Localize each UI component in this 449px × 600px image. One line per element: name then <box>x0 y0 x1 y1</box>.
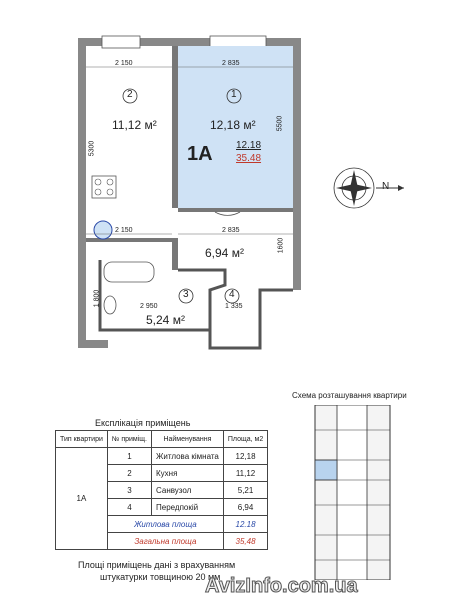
table-row: 3 Санвузол 5,21 <box>56 482 268 499</box>
table-row: 1А 1 Житлова кімната 12,18 <box>56 448 268 465</box>
dim-bath-height: 1 800 <box>93 289 101 308</box>
dim-bath-width: 2 950 <box>140 303 158 310</box>
compass-icon <box>334 168 404 208</box>
table-row: 2 Кухня 11,12 <box>56 465 268 482</box>
room-4-area: 6,94 м² <box>205 246 244 260</box>
schema-title: Схема розташування квартири <box>292 391 407 400</box>
living-area-row: Житлова площа 12.18 <box>56 516 268 533</box>
sink <box>94 221 112 239</box>
door-room-arc <box>215 212 240 215</box>
room-4-number: 4 <box>229 289 235 300</box>
explication-table <box>55 430 268 550</box>
apartment-total-area: 35.48 <box>236 153 262 164</box>
dim-hall-width: 1 335 <box>225 303 243 310</box>
hall-walls <box>210 290 293 348</box>
apartment-type: 1А <box>56 448 108 550</box>
table-title: Експлікація приміщень <box>95 418 191 428</box>
right-wall <box>293 38 301 290</box>
wall-hall-left <box>172 240 178 270</box>
total-area-row: Загальна площа 35,48 <box>56 533 268 550</box>
header-type: Тип квартири <box>56 431 108 448</box>
bathtub <box>104 262 154 282</box>
room-1-number: 1 <box>231 89 237 100</box>
dim-left-height: 5300 <box>88 140 96 157</box>
compass-letter: N <box>382 181 390 192</box>
window-kitchen <box>102 36 140 48</box>
header-num: № приміщ. <box>107 431 151 448</box>
wall-room-hall <box>178 208 293 212</box>
dim-mid-right: 2 835 <box>222 227 240 234</box>
table-row: 4 Передпокій 6,94 <box>56 499 268 516</box>
room-2-area: 11,12 м² <box>112 118 157 132</box>
table-header-row <box>56 431 268 448</box>
dim-right-height: 5500 <box>276 115 284 132</box>
apartment-code: 1A <box>187 143 213 165</box>
header-name: Найменування <box>152 431 224 448</box>
left-wall <box>78 38 86 348</box>
note-line-1: Площі приміщень дані з врахуванням <box>78 560 236 570</box>
dim-top-right: 2 835 <box>222 60 240 67</box>
note-line-2: штукатурки товщиною 20 мм <box>100 572 221 582</box>
dim-hall-height: 1600 <box>277 237 285 254</box>
toilet <box>104 296 116 314</box>
apartment-living-area: 12.18 <box>236 140 262 151</box>
room-3-number: 3 <box>183 289 189 300</box>
schema-highlight <box>315 460 337 480</box>
room-3-area: 5,24 м² <box>146 313 185 327</box>
room-2-number: 2 <box>127 89 133 100</box>
wall-1-2 <box>172 46 178 208</box>
building-schema <box>305 405 405 580</box>
dim-top-left: 2 150 <box>115 60 133 67</box>
watermark: AvizInfo.com.ua <box>205 575 358 597</box>
dim-mid-left: 2 150 <box>115 227 133 234</box>
stove <box>92 176 116 198</box>
room-1-area: 12,18 м² <box>210 118 256 132</box>
bottom-wall <box>78 340 108 348</box>
header-area: Площа, м2 <box>223 431 267 448</box>
